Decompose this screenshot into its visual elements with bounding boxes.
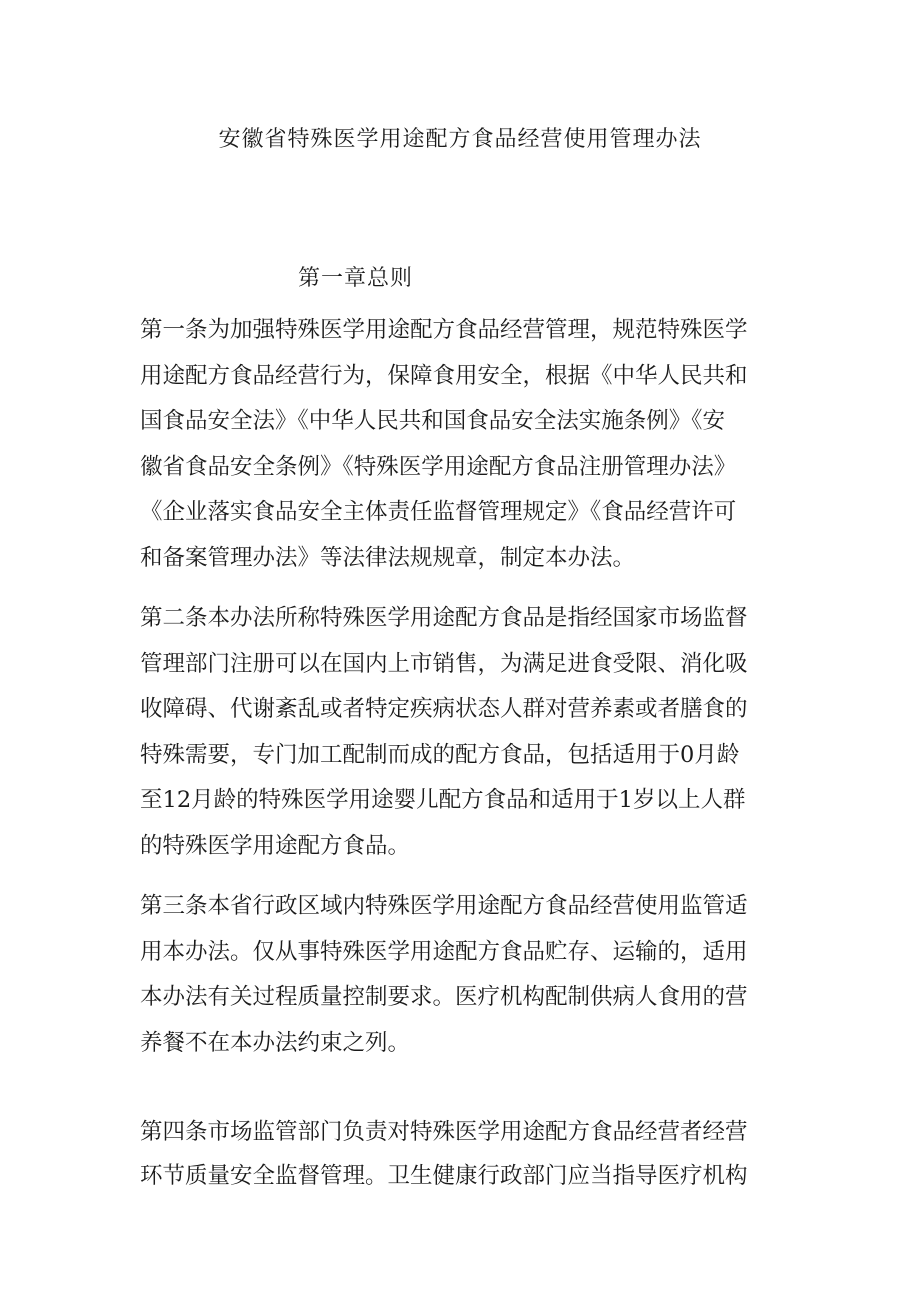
paragraph-line: 《企业落实食品安全主体责任监督管理规定》《食品经营许可	[140, 499, 737, 525]
paragraph-line: 特殊需要，专门加工配制而成的配方食品，包括适用于0月龄	[140, 741, 740, 768]
article-2-paragraph	[140, 596, 780, 869]
document-title: 安徽省特殊医学用途配方食品经营使用管理办法	[218, 127, 702, 152]
paragraph-line: 用本办法。仅从事特殊医学用途配方食品贮存、运输的，适用	[140, 938, 748, 965]
chapter-heading: 第一章总则	[298, 266, 414, 291]
paragraph-line: 养餐不在本办法约束之列。	[140, 1029, 411, 1056]
paragraph-line: 国食品安全法》《中华人民共和国食品安全法实施条例》《安	[140, 408, 726, 434]
article-1-paragraph	[140, 308, 780, 581]
paragraph-line: 第一条为加强特殊医学用途配方食品经营管理，规范特殊医学	[140, 317, 748, 343]
paragraph-line: 管理部门注册可以在国内上市销售，为满足进食受限、消化吸	[140, 650, 748, 677]
paragraph-line: 收障碍、代谢紊乱或者特定疾病状态人群对营养素或者膳食的	[140, 696, 748, 722]
paragraph-line: 用途配方食品经营行为，保障食用安全，根据《中华人民共和	[140, 362, 748, 389]
paragraph-line: 的特殊医学用途配方食品。	[140, 832, 411, 859]
paragraph-line: 第三条本省行政区域内特殊医学用途配方食品经营使用监管适	[140, 893, 748, 919]
paragraph-line: 环节质量安全监督管理。卫生健康行政部门应当指导医疗机构	[140, 1163, 748, 1189]
paragraph-line: 第四条市场监管部门负责对特殊医学用途配方食品经营者经营	[140, 1119, 748, 1145]
paragraph-line: 本办法有关过程质量控制要求。医疗机构配制供病人食用的营	[140, 984, 748, 1010]
paragraph-line: 和备案管理办法》等法律法规规章，制定本办法。	[140, 544, 636, 571]
article-3-paragraph	[140, 884, 780, 1066]
article-4-paragraph	[140, 1110, 780, 1198]
paragraph-line: 第二条本办法所称特殊医学用途配方食品是指经国家市场监督	[140, 605, 748, 631]
paragraph-line: 至12月龄的特殊医学用途婴儿配方食品和适用于1岁以上人群	[140, 787, 746, 813]
paragraph-line: 徽省食品安全条例》《特殊医学用途配方食品注册管理办法》	[140, 453, 737, 480]
